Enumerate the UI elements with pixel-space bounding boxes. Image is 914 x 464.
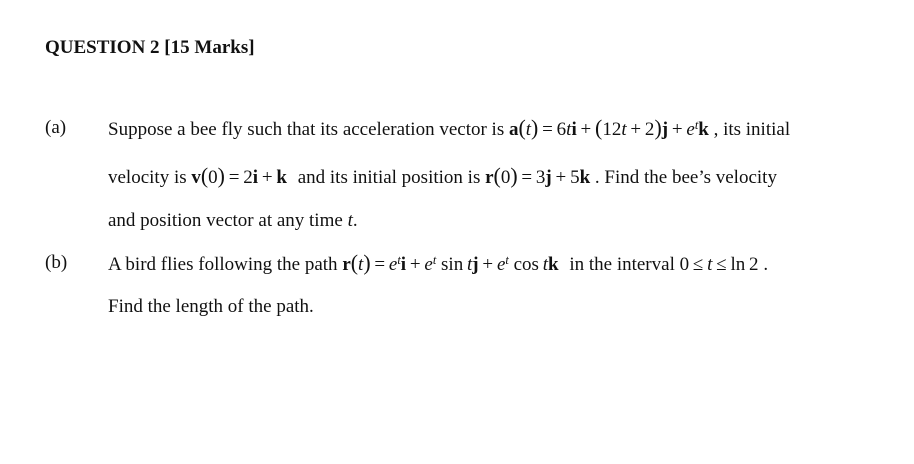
part-a-label: (a) (45, 117, 67, 138)
part-b-line-2: Find the length of the path. (108, 296, 314, 317)
initial-velocity-formula: v(0) = 2i + k (191, 164, 287, 188)
part-a-text-1b: , its initial (713, 119, 791, 140)
part-b-line-1: A bird flies following the path $r(t) = e^ti + e^t$ sin tj + $e^t$ cos tk in the interval 0 ≤ t ≤ ln 2 . (108, 251, 769, 275)
part-a-text-1: Suppose a bee fly such that its acceleration vector is (108, 119, 509, 140)
initial-position-formula: r(0) = 3j + 5k (485, 164, 591, 188)
part-a-line-1 (108, 116, 790, 142)
question-heading: QUESTION 2 [15 Marks] (45, 37, 255, 58)
part-a-line-3: and position vector at any time t. (108, 210, 358, 231)
acceleration-formula: $a(t) = 6ti + (12t + 2)j + e^tk$ (508, 116, 709, 140)
path-formula: $r(t) = e^ti + e^t$ sin tj + $e^t$ cos tk (342, 251, 559, 275)
part-b-label: (b) (45, 252, 68, 273)
part-a-line-2: velocity is v(0) = 2i + k and its initial position is r(0) = 3j + 5k . Find the bee’s velocity (108, 164, 777, 188)
interval-formula: 0 ≤ t ≤ ln 2 (679, 254, 759, 275)
